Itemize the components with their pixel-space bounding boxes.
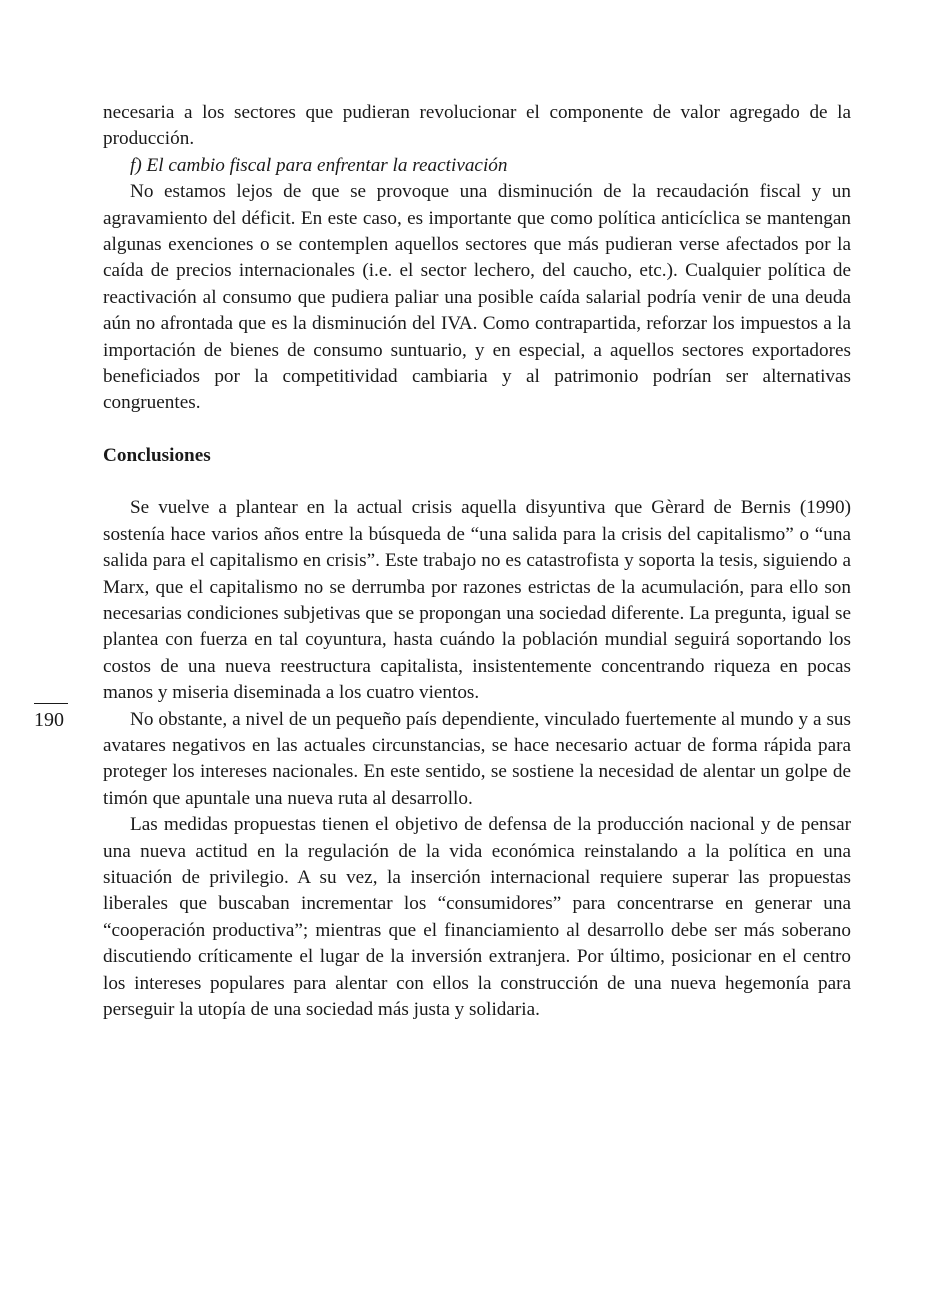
paragraph-fiscal: No estamos lejos de que se provoque una disminución de la recaudación fiscal y un agravamiento del déficit. En este caso, es importante que como política anticíclica se mantengan algunas exenciones o se contemplen aquellos sectores que más pudieran verse afectados por la caída de precios internacionales (i.e. el sector lechero, del caucho, etc.). Cualquier política de reactivación al consumo que pudiera paliar una posible caída salarial podría venir de una deuda aún no afrontada que es la disminución del IVA. Como contrapartida, reforzar los impuestos a la importación de bienes de consumo suntuario, y en especial, a aquellos sectores exportadores beneficiados por la competitividad cambiaria y al patrimonio podrían ser alternativas congruentes. xyxy=(103,181,851,414)
paragraph-conclusion-2: No obstante, a nivel de un pequeño país dependiente, vinculado fuertemente al mundo y a sus avatares negativos en las actuales circunstancias, se hace necesario actuar de forma rápida para proteger los intereses nacionales. En este sentido, se sostiene la necesidad de alentar un golpe de timón que apuntale una nueva ruta al desarrollo. xyxy=(103,708,851,809)
paragraph-conclusion-3: Las medidas propuestas tienen el objetivo de defensa de la producción nacional y de pensar una nueva actitud en la regulación de la vida económica reinstalando a la política en una situación de privilegio. A su vez, la inserción internacional requiere superar las propuestas liberales que buscaban incrementar los “consumidores” para concentrarse en generar una “cooperación productiva”; mientras que el financiamiento al desarrollo debe ser más soberano discutiendo críticamente el lugar de la inversión extranjera. Por último, posicionar en el centro los intereses populares para alentar con ellos la construcción de una nueva hegemonía para perseguir la utopía de una sociedad más justa y solidaria. xyxy=(103,814,851,1020)
page-number: 190 xyxy=(34,709,64,731)
subheading-fiscal-change: f) El cambio fiscal para enfrentar la reactivación xyxy=(130,154,508,176)
page-body xyxy=(103,100,851,1023)
section-heading-conclusiones: Conclusiones xyxy=(103,444,211,466)
page-number-rule xyxy=(34,703,68,704)
paragraph-continuation: necesaria a los sectores que pudieran revolucionar el componente de valor agregado de la producción. xyxy=(103,102,851,150)
paragraph-conclusion-1: Se vuelve a plantear en la actual crisis aquella disyuntiva que Gèrard de Bernis (1990) sostenía hace varios años entre la búsqueda de “una salida para la crisis del capitalismo” o “una salida para el capitalismo en crisis”. Este trabajo no es catastrofista y soporta la tesis, siguiendo a Marx, que el capitalismo no se derrumba por razones estrictas de la acumulación, para ello son necesarias condiciones subjetivas que se propongan una sociedad diferente. La pregunta, igual se plantea con fuerza en tal coyuntura, hasta cuándo la población mundial seguirá soportando los costos de una nueva reestructura capitalista, insistentemente concentrando riqueza en pocas manos y miseria diseminada a los cuatro vientos. xyxy=(103,497,851,704)
